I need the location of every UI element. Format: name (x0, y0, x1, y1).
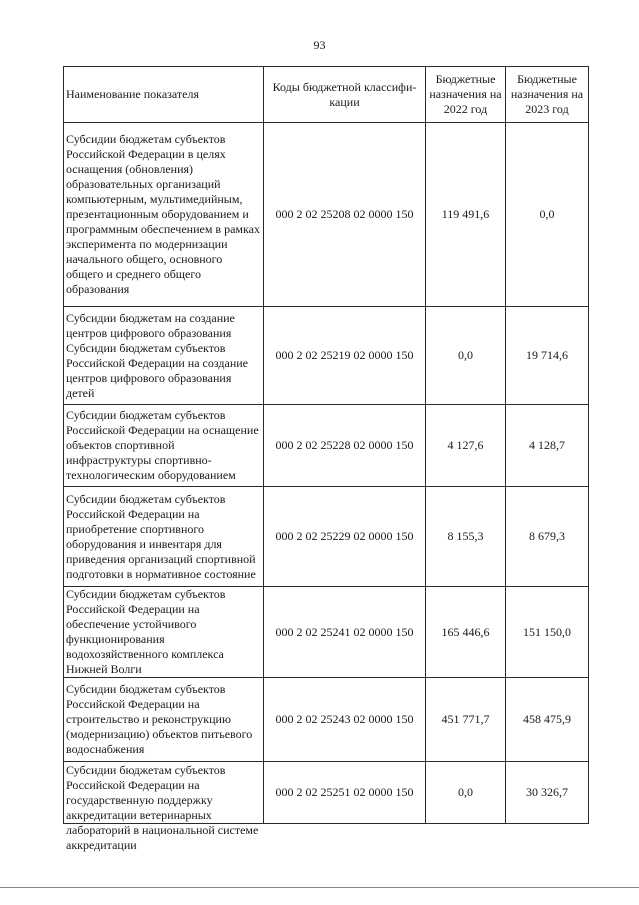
row-budget-2022: 165 446,6 (426, 587, 506, 678)
table-row (64, 762, 589, 824)
row-indicator-name: Субсидии бюджетам субъектов Российской Федерации на оснащение объектов спортивной инфраструктуры спортивно-технологическим оборудованием (64, 405, 264, 487)
row-budget-code: 000 2 02 25251 02 0000 150 (264, 762, 426, 824)
row-budget-code: 000 2 02 25219 02 0000 150 (264, 307, 426, 405)
header-budget-2022: Бюджетные назначения на 2022 год (426, 67, 506, 123)
row-budget-2022: 0,0 (426, 762, 506, 824)
row-budget-code: 000 2 02 25229 02 0000 150 (264, 487, 426, 587)
table-header-row (64, 67, 589, 123)
row-indicator-name-cell (64, 762, 264, 852)
budget-table (63, 66, 589, 852)
row-budget-2022: 119 491,6 (426, 123, 506, 307)
row-budget-2023: 0,0 (506, 123, 589, 307)
row-budget-2023: 4 128,7 (506, 405, 589, 487)
table-row (64, 307, 589, 405)
page-bottom-rule (0, 887, 639, 888)
row-indicator-name: Субсидии бюджетам на создание центров цифрового образования Субсидии бюджетам субъектов Российской Федерации на создание центров цифрового образования детей (64, 307, 264, 405)
row-budget-code: 000 2 02 25228 02 0000 150 (264, 405, 426, 487)
row-budget-2023: 458 475,9 (506, 678, 589, 762)
header-budget-2023: Бюджетные назначения на 2023 год (506, 67, 589, 123)
page-number: 93 (313, 38, 326, 52)
row-budget-code: 000 2 02 25208 02 0000 150 (264, 123, 426, 307)
row-budget-code: 000 2 02 25243 02 0000 150 (264, 678, 426, 762)
row-budget-2022: 8 155,3 (426, 487, 506, 587)
table-row (64, 487, 589, 587)
table-row (64, 123, 589, 307)
row-budget-2022: 451 771,7 (426, 678, 506, 762)
table-row (64, 678, 589, 762)
row-indicator-name: Субсидии бюджетам субъектов Российской Федерации на государственную поддержку аккредитации ветеринарных лабораторий в национальной системе аккредитации (66, 762, 259, 852)
row-budget-2022: 0,0 (426, 307, 506, 405)
row-budget-2023: 19 714,6 (506, 307, 589, 405)
row-budget-2023: 151 150,0 (506, 587, 589, 678)
row-indicator-name: Субсидии бюджетам субъектов Российской Федерации на строительство и реконструкцию (модернизацию) объектов питьевого водоснабжения (64, 678, 264, 762)
row-budget-code: 000 2 02 25241 02 0000 150 (264, 587, 426, 678)
row-budget-2023: 8 679,3 (506, 487, 589, 587)
row-indicator-name: Субсидии бюджетам субъектов Российской Федерации на приобретение спортивного оборудования и инвентаря для приведения организаций спортивной подготовки в нормативное состояние (64, 487, 264, 587)
row-indicator-name: Субсидии бюджетам субъектов Российской Федерации на обеспечение устойчивого функционирования водохозяйственного комплекса Нижней Волги (64, 587, 264, 678)
table-row (64, 587, 589, 678)
header-indicator-name: Наименование показателя (64, 67, 264, 123)
row-budget-2023: 30 326,7 (506, 762, 589, 824)
table-row (64, 405, 589, 487)
row-indicator-name: Субсидии бюджетам субъектов Российской Федерации в целях оснащения (обновления) образовательных организаций компьютерным, мультимедийным, презентационным оборудованием и программным обеспечением в рамках эксперимента по модернизации начального общего, основного общего и среднего общего образования (64, 123, 264, 307)
row-budget-2022: 4 127,6 (426, 405, 506, 487)
header-budget-code: Коды бюджетной классифи-кации (264, 67, 426, 123)
